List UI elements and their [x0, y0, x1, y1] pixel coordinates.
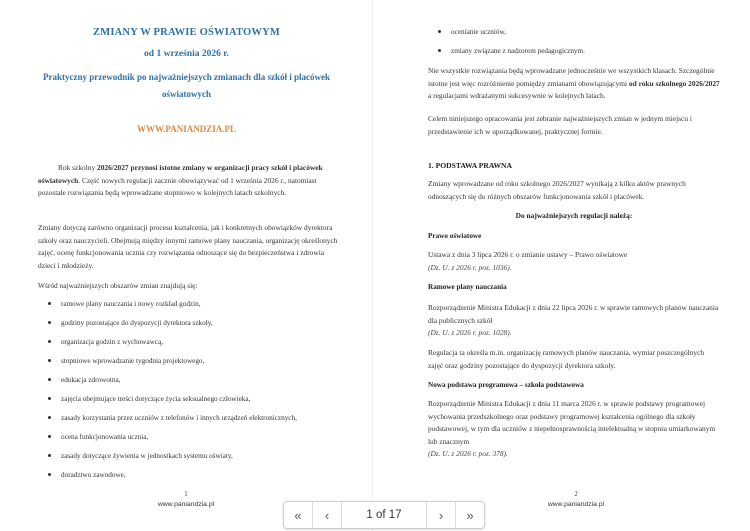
- intro-text-post: . Część nowych regulacji zacznie obowiązywać od 1 września 2026 r., natomiast pozostałe rozwiązania będą wprowadzane stopniowo w kolejnych latach szkolnych.: [38, 175, 317, 197]
- intro-text-pre: Rok szkolny: [58, 163, 98, 172]
- legal-basis-paragraph: Zmiany wprowadzane od roku szkolnego 2026/2027 wynikają z kilku aktów prawnych odnoszących się do różnych obszarów funkcjonowania szkół i placówek.: [428, 179, 686, 201]
- list-item: edukacja zdrowotna,: [40, 375, 340, 394]
- document-date: od 1 września 2026 r.: [144, 49, 229, 59]
- page-footer-url: www.paniandzia.pl: [547, 501, 605, 508]
- list-item: ocena funkcjonowania ucznia,: [40, 432, 340, 451]
- chevron-right-icon: ›: [438, 507, 444, 523]
- rollout-text-bold: od roku szkolnego 2026/2027: [628, 78, 720, 88]
- first-page-button[interactable]: [284, 502, 312, 528]
- regulation-1-text: Ustawa z dnia 3 lipca 2026 r. o zmianie ustawy – Prawo oświatowe: [428, 250, 628, 259]
- regulation-2-ref: (Dz. U. z 2026 r. poz. 1028).: [428, 328, 512, 337]
- list-item: zajęcia obejmujące treści dotyczące życia seksualnego człowieka,: [40, 394, 340, 413]
- last-page-button[interactable]: [456, 502, 484, 528]
- next-page-button[interactable]: [427, 502, 455, 528]
- double-chevron-left-icon: «: [294, 507, 302, 523]
- regulation-3-ref: (Dz. U. z 2026 r. poz. 378).: [428, 449, 508, 458]
- rollout-text-pre: Nie wszystkie rozwiązania będą wprowadzane jednocześnie we wszystkich klasach. Szczególnie istotne jest więc rozróżnienie pomiędzy zmianami obowiązującymi: [428, 66, 715, 88]
- website-link[interactable]: WWW.PANIANDZIA.PL: [136, 124, 236, 134]
- list-item: ramowe plany nauczania i nowy rozkład godzin,: [40, 299, 340, 318]
- page-number: 2: [574, 490, 578, 498]
- page-navigator: [283, 501, 485, 529]
- subheading-podstawa-programowa: Nowa podstawa programowa – szkoła podstawowa: [428, 381, 584, 389]
- section-heading: 1. PODSTAWA PRAWNA: [428, 161, 513, 170]
- areas-lead-paragraph: Wśród najważniejszych obszarów zmian znajdują się:: [38, 281, 198, 290]
- list-item: zasady dotyczące żywienia w jednostkach systemu oświaty,: [40, 451, 340, 470]
- list-item: doradztwo zawodowe,: [40, 470, 340, 489]
- page-divider: [372, 0, 373, 531]
- regulation-2-text: Rozporządzenie Ministra Edukacji z dnia 22 lipca 2026 r. w sprawie ramowych planów nauczania dla publicznych szkół: [428, 303, 719, 325]
- list-item: stopniowe wprowadzanie tygodnia projektowego,: [40, 356, 340, 375]
- rollout-paragraph: [428, 65, 720, 103]
- purpose-paragraph: Celem niniejszego opracowania jest zebranie najważniejszych zmian w jednym miejscu i przedstawienie ich w uporządkowanej, praktycznej formie.: [428, 114, 692, 136]
- list-item: organizacja godzin z wychowawcą,: [40, 337, 340, 356]
- page-counter: 1 of 17: [366, 509, 402, 521]
- scope-paragraph: Zmiany dotyczą zarówno organizacji procesu kształcenia, jak i konkretnych obowiązków dyrektora szkoły oraz nauczycieli. Obejmują między innymi ramowe plany nauczania, organizację określonych zajęć, ocenę funkcjonowania ucznia czy rozwiązania odnoszące się do bezpieczeństwa i zdrowia dzieci i młodzieży.: [38, 223, 338, 270]
- subtitle-line-2: oświatowych: [162, 89, 211, 99]
- page-footer-url: www.paniandzia.pl: [157, 501, 215, 508]
- regulation-2-description: Regulacja ta określa m.in. organizację ramowych planów nauczania, wymiar poszczególnych zajęć oraz godziny pozostające do dyspozycji dyrektora szkoły.: [428, 348, 705, 370]
- previous-page-button[interactable]: [313, 502, 341, 528]
- regulations-lead: Do najważniejszych regulacji należą:: [515, 211, 633, 220]
- regulation-1: [428, 249, 720, 274]
- double-chevron-right-icon: »: [466, 507, 474, 523]
- regulation-3: [428, 398, 720, 461]
- intro-paragraph: [38, 162, 338, 200]
- chevron-left-icon: ‹: [324, 507, 330, 523]
- change-areas-list-continued: [430, 27, 730, 65]
- subheading-prawo-oswiatowe: Prawo oświatowe: [428, 232, 482, 240]
- document-title: ZMIANY W PRAWIE OŚWIATOWYM: [93, 27, 280, 38]
- list-item: godziny pozostające do dyspozycji dyrektora szkoły,: [40, 318, 340, 337]
- list-item: ocenianie uczniów,: [430, 27, 730, 46]
- rollout-text-post: a regulacjami wdrażanymi sukcesywnie w kolejnych latach.: [428, 91, 606, 100]
- list-item: zmiany związane z nadzorem pedagogicznym.: [430, 46, 730, 65]
- regulation-2: [428, 302, 720, 340]
- document-subtitle: [20, 69, 353, 103]
- page-number: 1: [184, 490, 188, 498]
- change-areas-list: [40, 299, 340, 489]
- regulation-1-ref: (Dz. U. z 2026 r. poz. 1036).: [428, 262, 512, 272]
- intro-text-bold: 2026/2027 przynosi istotne zmiany w organizacji pracy szkół i placówek oświatowych: [38, 163, 323, 185]
- list-item: zasady korzystania przez uczniów z telefonów i innych urządzeń elektronicznych,: [40, 413, 340, 432]
- subheading-ramowe-plany: Ramowe plany nauczania: [428, 283, 507, 291]
- subtitle-line-1: Praktyczny przewodnik po najważniejszych zmianach dla szkół i placówek: [43, 72, 330, 82]
- regulation-3-text: Rozporządzenie Ministra Edukacji z dnia 11 marca 2026 r. w sprawie podstawy programowej wychowania przedszkolnego oraz podstawy programowej kształcenia ogólnego dla szkoły podstawowej, w tym dla uczniów z niepełnosprawnością intelektualną w stopniu umiarkowanym lub znacznym: [428, 399, 716, 446]
